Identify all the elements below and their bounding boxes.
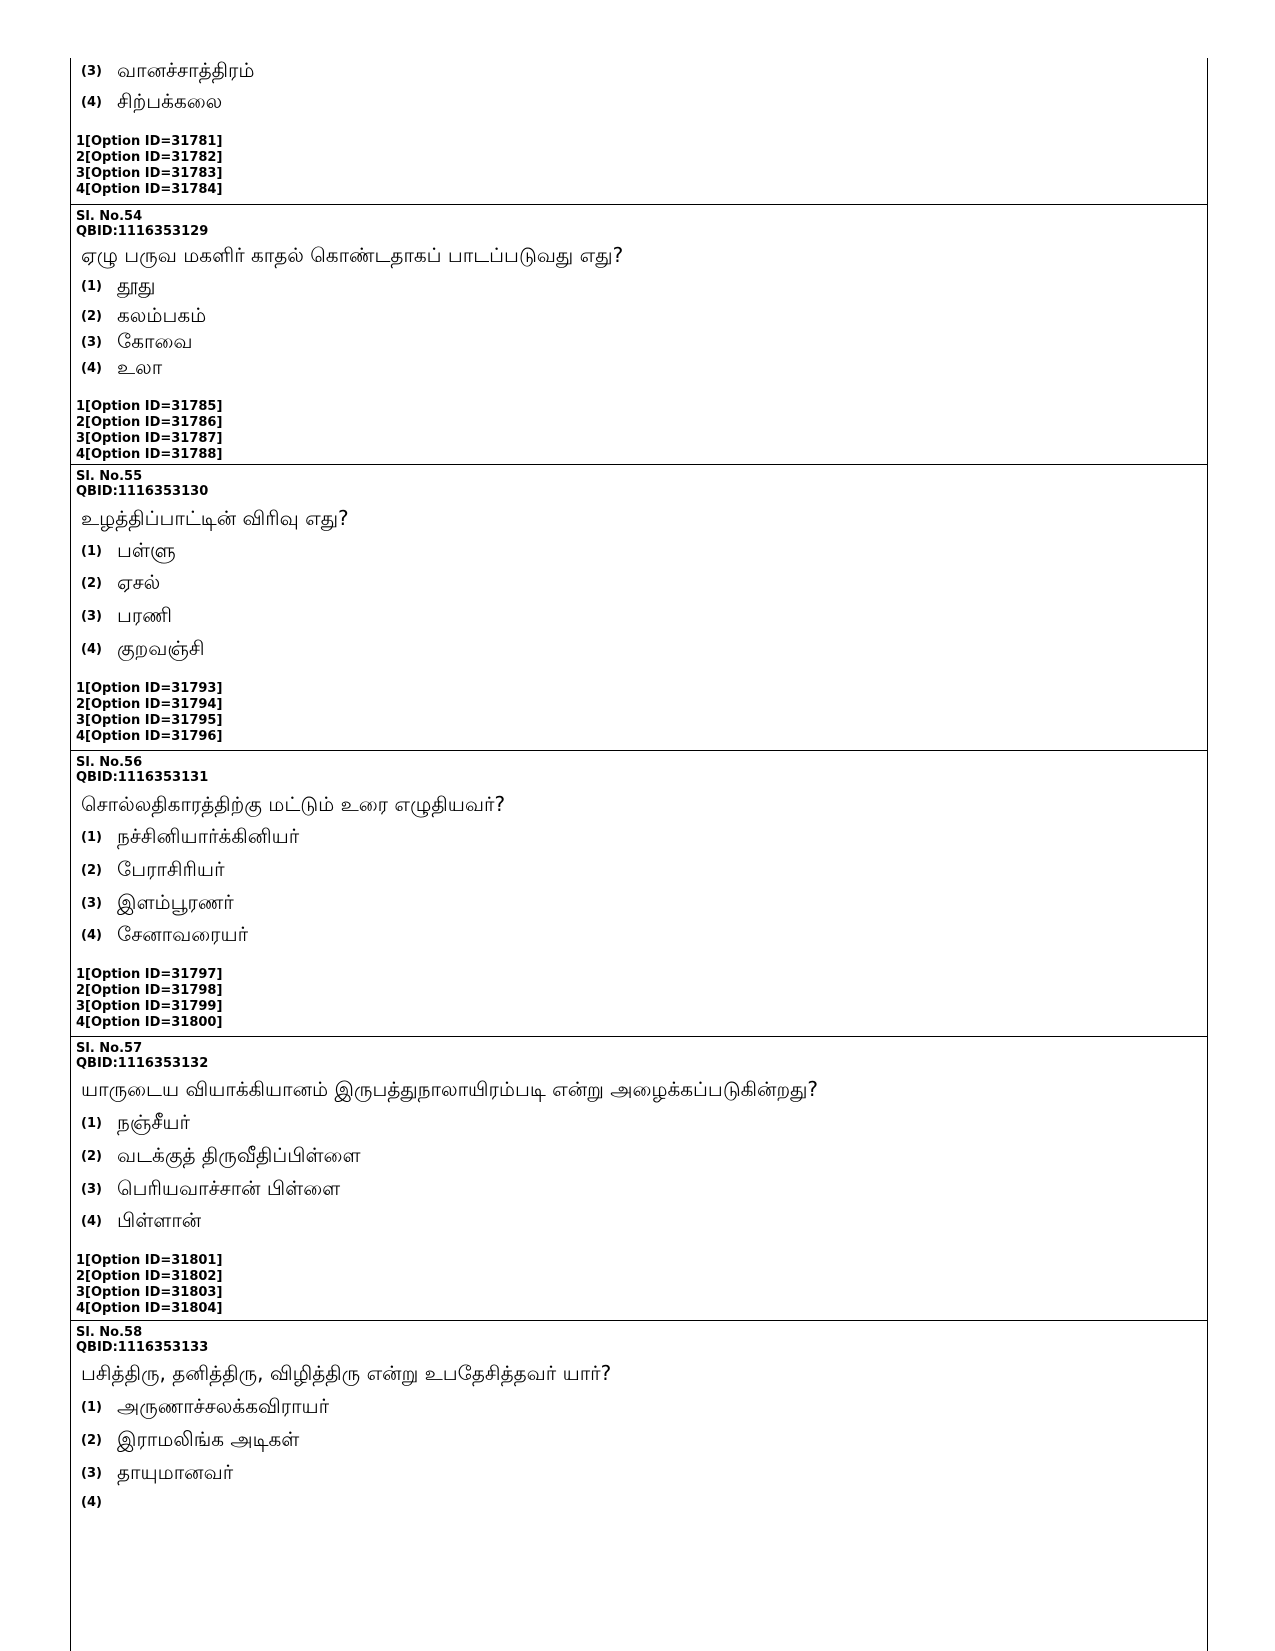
option-number: (3) bbox=[81, 1182, 102, 1197]
option-number: (2) bbox=[81, 1433, 102, 1448]
option-number: (1) bbox=[81, 1400, 102, 1415]
option-id-list bbox=[76, 399, 222, 463]
option-text: ஏசல் bbox=[117, 570, 161, 594]
option-number: (2) bbox=[81, 309, 102, 324]
question-meta bbox=[76, 1325, 208, 1355]
option-text: பேராசிரியர் bbox=[117, 857, 225, 881]
option-id-list bbox=[76, 1253, 222, 1317]
option-number: (2) bbox=[81, 576, 102, 591]
option-number: (3) bbox=[81, 1466, 102, 1481]
option-text: சிற்பக்கலை bbox=[117, 89, 223, 113]
option-row bbox=[81, 303, 206, 329]
option-id: 4[Option ID=31788] bbox=[76, 447, 223, 462]
option-id: 3[Option ID=31799] bbox=[76, 999, 223, 1014]
option-text: சேனாவரையர் bbox=[117, 922, 249, 946]
option-row bbox=[81, 58, 254, 84]
option-row bbox=[81, 329, 193, 355]
option-text: தூது bbox=[117, 273, 156, 297]
question-block-54 bbox=[71, 204, 1207, 464]
option-id: 4[Option ID=31800] bbox=[76, 1015, 223, 1030]
question-text: ஏழு பருவ மகளிர் காதல் கொண்டதாகப் பாடப்படுவது எது? bbox=[81, 243, 624, 267]
question-text: பசித்திரு, தனித்திரு, விழித்திரு என்று உபதேசித்தவர் யார்? bbox=[81, 1361, 612, 1385]
option-id: 3[Option ID=31783] bbox=[76, 166, 223, 181]
option-number: (3) bbox=[81, 896, 102, 911]
option-id: 3[Option ID=31787] bbox=[76, 431, 223, 446]
option-id: 1[Option ID=31793] bbox=[76, 681, 223, 696]
option-row bbox=[81, 538, 176, 564]
question-text: உழத்திப்பாட்டின் விரிவு எது? bbox=[81, 506, 349, 530]
option-id: 2[Option ID=31794] bbox=[76, 697, 223, 712]
question-meta bbox=[76, 1041, 208, 1071]
option-number: (1) bbox=[81, 830, 102, 845]
option-text: கோவை bbox=[117, 329, 193, 353]
option-row bbox=[81, 1176, 340, 1202]
question-meta bbox=[76, 755, 208, 785]
option-id-list bbox=[76, 967, 222, 1031]
serial-number: Sl. No.55 bbox=[76, 469, 143, 484]
serial-number: Sl. No.58 bbox=[76, 1325, 143, 1340]
option-number: (4) bbox=[81, 361, 102, 376]
option-id: 4[Option ID=31796] bbox=[76, 729, 223, 744]
option-number: (4) bbox=[81, 642, 102, 657]
question-block-57 bbox=[71, 1036, 1207, 1320]
option-text: குறவஞ்சி bbox=[117, 636, 205, 660]
option-text: இளம்பூரணர் bbox=[117, 890, 234, 914]
serial-number: Sl. No.57 bbox=[76, 1041, 143, 1056]
option-text: பள்ளு bbox=[117, 538, 176, 562]
option-row bbox=[81, 355, 162, 381]
option-number: (1) bbox=[81, 279, 102, 294]
option-row bbox=[81, 857, 225, 883]
option-row bbox=[81, 1427, 299, 1453]
option-number: (2) bbox=[81, 1149, 102, 1164]
question-text: யாருடைய வியாக்கியானம் இருபத்துநாலாயிரம்படி என்று அழைக்கப்படுகின்றது? bbox=[81, 1077, 819, 1101]
option-number: (4) bbox=[81, 95, 102, 110]
question-block-58 bbox=[71, 1320, 1207, 1651]
qbid: QBID:1116353131 bbox=[76, 770, 209, 785]
question-block-55 bbox=[71, 464, 1207, 750]
option-number: (1) bbox=[81, 544, 102, 559]
option-id: 4[Option ID=31804] bbox=[76, 1301, 223, 1316]
option-row bbox=[81, 890, 234, 916]
question-block-53-fragment bbox=[71, 58, 1207, 204]
option-row bbox=[81, 603, 172, 629]
qbid: QBID:1116353130 bbox=[76, 484, 209, 499]
option-row bbox=[81, 1460, 233, 1486]
option-id: 2[Option ID=31782] bbox=[76, 150, 223, 165]
option-row bbox=[81, 636, 205, 662]
question-block-56 bbox=[71, 750, 1207, 1036]
option-id: 4[Option ID=31784] bbox=[76, 182, 223, 197]
serial-number: Sl. No.56 bbox=[76, 755, 143, 770]
option-number: (4) bbox=[81, 928, 102, 943]
option-text: இராமலிங்க அடிகள் bbox=[117, 1427, 300, 1451]
option-id-list bbox=[76, 681, 222, 745]
option-row bbox=[81, 89, 222, 115]
option-text: வானச்சாத்திரம் bbox=[117, 58, 255, 82]
option-id-list bbox=[76, 134, 222, 198]
option-row bbox=[81, 1110, 190, 1136]
option-number: (2) bbox=[81, 863, 102, 878]
option-number: (3) bbox=[81, 609, 102, 624]
question-meta bbox=[76, 469, 208, 499]
option-id: 1[Option ID=31781] bbox=[76, 134, 223, 149]
option-text: நச்சினியார்க்கினியர் bbox=[117, 824, 300, 848]
option-row bbox=[81, 922, 248, 948]
option-text: பரணி bbox=[117, 603, 172, 627]
option-id: 3[Option ID=31795] bbox=[76, 713, 223, 728]
option-row bbox=[81, 570, 160, 596]
question-text: சொல்லதிகாரத்திற்கு மட்டும் உரை எழுதியவர்? bbox=[81, 792, 506, 816]
option-number: (4) bbox=[81, 1214, 102, 1229]
option-number: (1) bbox=[81, 1116, 102, 1131]
qbid: QBID:1116353129 bbox=[76, 224, 209, 239]
option-text: பிள்ளான் bbox=[117, 1208, 202, 1232]
option-number: (4) bbox=[81, 1495, 102, 1510]
option-row bbox=[81, 1394, 329, 1420]
qbid: QBID:1116353133 bbox=[76, 1340, 209, 1355]
option-text: வடக்குத் திருவீதிப்பிள்ளை bbox=[117, 1143, 361, 1167]
option-row bbox=[81, 273, 155, 299]
option-text: கலம்பகம் bbox=[117, 303, 207, 327]
option-number: (3) bbox=[81, 64, 102, 79]
option-row bbox=[81, 824, 299, 850]
option-id: 2[Option ID=31798] bbox=[76, 983, 223, 998]
option-id: 2[Option ID=31802] bbox=[76, 1269, 223, 1284]
option-text: பெரியவாச்சான் பிள்ளை bbox=[117, 1176, 341, 1200]
option-row bbox=[81, 1208, 201, 1234]
option-text: நஞ்சீயர் bbox=[117, 1110, 190, 1134]
option-id: 1[Option ID=31797] bbox=[76, 967, 223, 982]
option-text: உலா bbox=[117, 355, 163, 379]
question-paper-sheet bbox=[70, 58, 1208, 1651]
option-row bbox=[81, 1492, 117, 1518]
question-meta bbox=[76, 209, 208, 239]
option-id: 3[Option ID=31803] bbox=[76, 1285, 223, 1300]
qbid: QBID:1116353132 bbox=[76, 1056, 209, 1071]
option-number: (3) bbox=[81, 335, 102, 350]
option-row bbox=[81, 1143, 361, 1169]
serial-number: Sl. No.54 bbox=[76, 209, 143, 224]
option-id: 1[Option ID=31801] bbox=[76, 1253, 223, 1268]
option-id: 1[Option ID=31785] bbox=[76, 399, 223, 414]
option-text: தாயுமானவர் bbox=[117, 1460, 234, 1484]
option-id: 2[Option ID=31786] bbox=[76, 415, 223, 430]
option-text: அருணாச்சலக்கவிராயர் bbox=[117, 1394, 330, 1418]
